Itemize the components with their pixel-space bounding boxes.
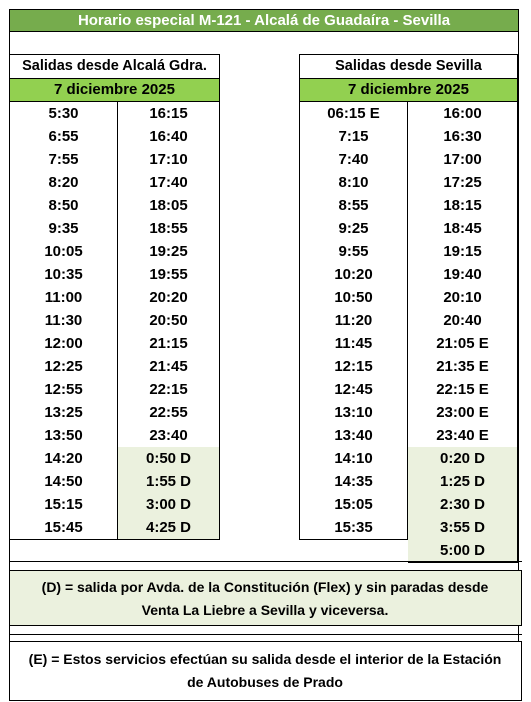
- departure-time-cell: 19:55: [149, 266, 188, 283]
- departure-time-cell: 7:15: [338, 128, 369, 145]
- divider: [9, 634, 522, 635]
- departure-time-cell: 8:55: [338, 197, 369, 214]
- departure-time-cell: 18:55: [149, 220, 188, 237]
- departure-time-cell: 7:55: [48, 151, 79, 168]
- departure-time-cell: 20:50: [149, 312, 188, 329]
- departure-time-cell: 22:15: [149, 381, 188, 398]
- departure-time-cell: 4:25 D: [118, 516, 219, 539]
- departure-time-cell: 12:55: [44, 381, 83, 398]
- departure-time-cell: 20:20: [149, 289, 188, 306]
- departure-time-cell: 10:50: [334, 289, 373, 306]
- departure-time-cell: 5:30: [48, 105, 79, 122]
- note-flex-service: [9, 570, 522, 626]
- departures-sevilla-date: 7 diciembre 2025: [299, 78, 518, 102]
- departure-time-cell: 20:40: [443, 312, 482, 329]
- departure-time-cell: 23:00 E: [436, 404, 489, 421]
- departure-time-cell: 3:00 D: [118, 493, 219, 516]
- departure-time-cell: 21:35 E: [436, 358, 489, 375]
- departure-time-cell: 10:05: [44, 243, 83, 260]
- departure-time-cell: 1:25 D: [408, 470, 517, 493]
- departure-time-cell: 18:05: [149, 197, 188, 214]
- departures-sevilla-block: [299, 54, 518, 559]
- departure-time-cell: 23:40 E: [436, 427, 489, 444]
- sevilla-morning-column: [299, 102, 408, 540]
- departure-time-cell: 21:05 E: [436, 335, 489, 352]
- departure-time-cell: 12:45: [334, 381, 373, 398]
- departure-time-cell: 13:50: [44, 427, 83, 444]
- departure-time-cell: 19:15: [443, 243, 482, 260]
- departure-time-cell: 11:30: [44, 312, 83, 329]
- departure-time-cell: 9:25: [338, 220, 369, 237]
- departure-time-cell: 17:40: [149, 174, 188, 191]
- departure-time-cell: 9:55: [338, 243, 369, 260]
- departures-sevilla-header: Salidas desde Sevilla: [299, 54, 518, 78]
- departure-time-cell: 13:10: [334, 404, 373, 421]
- departure-time-cell: 15:45: [44, 519, 83, 536]
- departure-time-cell: 21:45: [149, 358, 188, 375]
- departures-alcala-header: Salidas desde Alcalá Gdra.: [10, 54, 220, 78]
- departure-time-cell: 12:00: [44, 335, 83, 352]
- departure-time-cell: 8:50: [48, 197, 79, 214]
- departure-time-cell: 19:40: [443, 266, 482, 283]
- departure-time-cell: 0:20 D: [408, 447, 517, 470]
- departure-time-cell: 15:15: [44, 496, 83, 513]
- divider: [9, 561, 522, 562]
- departure-time-cell: 16:00: [443, 105, 482, 122]
- sevilla-afternoon-column: [408, 102, 518, 563]
- note-flex-line-1: (D) = salida por Avda. de la Constitución (Flex) y sin paradas desde: [41, 579, 489, 595]
- departure-time-cell: 15:35: [334, 519, 373, 536]
- departure-time-cell: 13:40: [334, 427, 373, 444]
- departure-time-cell: 5:00 D: [408, 539, 517, 562]
- alcala-afternoon-column: [118, 102, 220, 540]
- departure-time-cell: 22:55: [149, 404, 188, 421]
- departure-time-cell: 14:20: [44, 450, 83, 467]
- departure-time-cell: 14:50: [44, 473, 83, 490]
- departure-time-cell: 6:55: [48, 128, 79, 145]
- note-station-departure: [9, 641, 522, 701]
- departure-time-cell: 16:40: [149, 128, 188, 145]
- departure-time-cell: 19:25: [149, 243, 188, 260]
- departure-time-cell: 0:50 D: [118, 447, 219, 470]
- alcala-morning-column: [10, 102, 118, 540]
- departure-time-cell: 16:15: [149, 105, 188, 122]
- departure-time-cell: 11:20: [334, 312, 373, 329]
- departure-time-cell: 15:05: [334, 496, 373, 513]
- note-station-line-2: de Autobuses de Prado: [187, 674, 343, 690]
- page-title: Horario especial M-121 - Alcalá de Guadaíra - Sevilla: [10, 10, 518, 32]
- departure-time-cell: 23:40: [149, 427, 188, 444]
- departure-time-cell: 2:30 D: [408, 493, 517, 516]
- departures-alcala-date: 7 diciembre 2025: [10, 78, 220, 102]
- departure-time-cell: 11:45: [334, 335, 373, 352]
- departure-time-cell: 7:40: [338, 151, 369, 168]
- departure-time-cell: 12:25: [44, 358, 83, 375]
- departure-time-cell: 14:10: [334, 450, 373, 467]
- departure-time-cell: 8:20: [48, 174, 79, 191]
- departure-time-cell: 17:10: [149, 151, 188, 168]
- departure-time-cell: 9:35: [48, 220, 79, 237]
- departure-time-cell: 21:15: [149, 335, 188, 352]
- departure-time-cell: 18:45: [443, 220, 482, 237]
- departure-time-cell: 12:15: [334, 358, 373, 375]
- departure-time-cell: 16:30: [443, 128, 482, 145]
- departure-time-cell: 22:15 E: [436, 381, 489, 398]
- departure-time-cell: 13:25: [44, 404, 83, 421]
- departure-time-cell: 17:00: [443, 151, 482, 168]
- departure-time-cell: 11:00: [44, 289, 83, 306]
- departure-time-cell: 10:20: [334, 266, 373, 283]
- departure-time-cell: 8:10: [338, 174, 369, 191]
- departure-time-cell: 20:10: [443, 289, 482, 306]
- departure-time-cell: 10:35: [44, 266, 83, 283]
- schedule-sheet: [9, 9, 519, 700]
- departure-time-cell: 06:15 E: [327, 105, 380, 122]
- departure-time-cell: 3:55 D: [408, 516, 517, 539]
- departure-time-cell: 14:35: [334, 473, 373, 490]
- departure-time-cell: 1:55 D: [118, 470, 219, 493]
- note-station-line-1: (E) = Estos servicios efectúan su salida desde el interior de la Estación: [28, 651, 502, 667]
- note-flex-line-2: Venta La Liebre a Sevilla y viceversa.: [141, 602, 389, 618]
- departures-alcala-block: [10, 54, 220, 536]
- departure-time-cell: 18:15: [443, 197, 482, 214]
- departure-time-cell: 17:25: [443, 174, 482, 191]
